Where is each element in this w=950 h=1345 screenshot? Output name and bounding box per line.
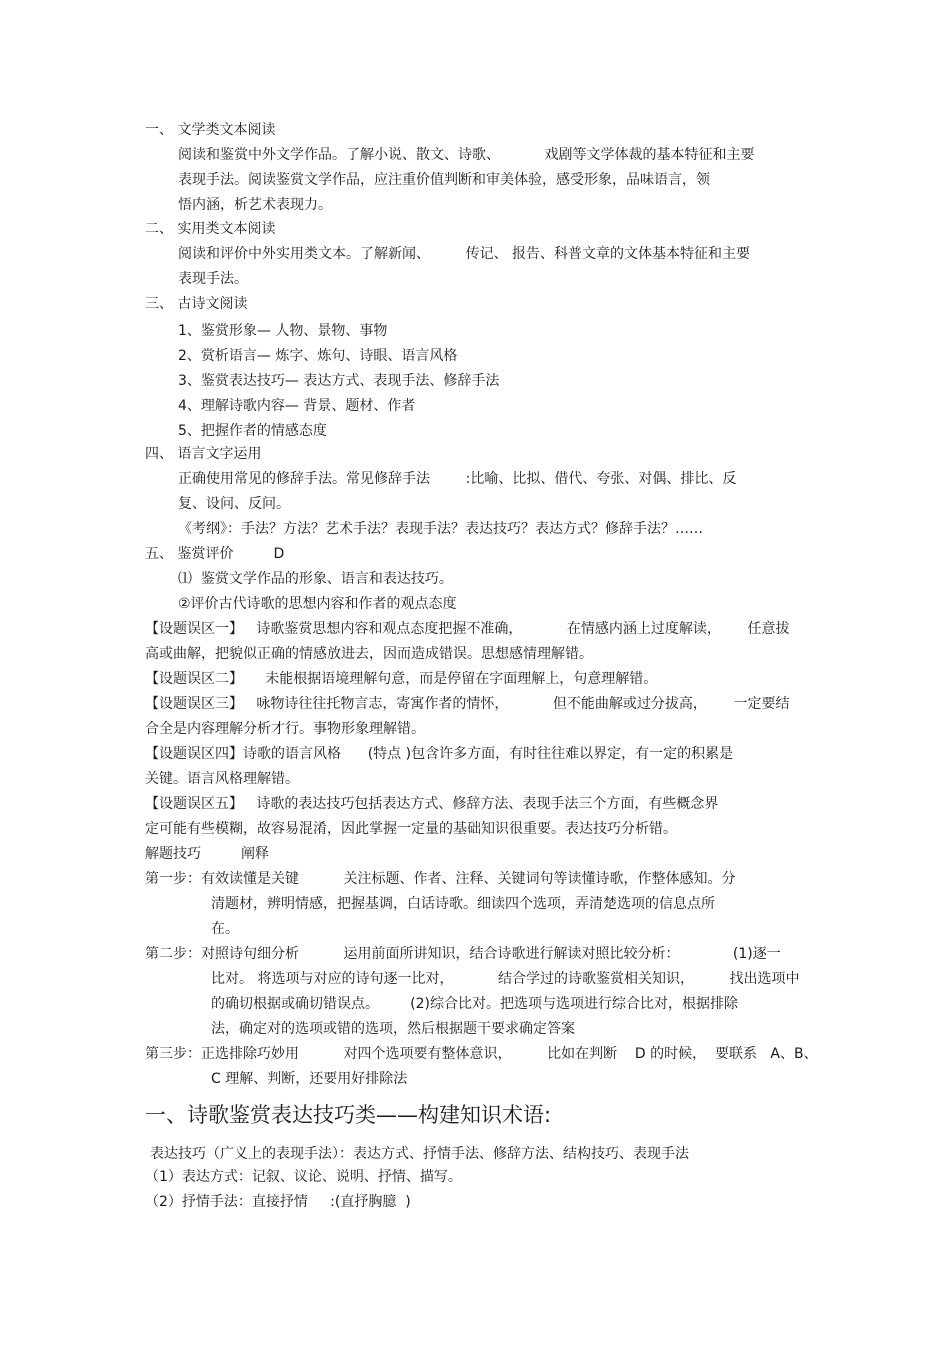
section-1-title: 一、 文学类文本阅读 xyxy=(145,122,276,138)
trap-2-line-1: 【设题误区二】 未能根据语境理解句意，而是停留在字面理解上，句意理解错。 xyxy=(145,671,658,687)
list-item: 1、鉴赏形象— 人物、景物、事物 xyxy=(178,323,388,339)
terms-line-3: （2）抒情手法：直接抒情 :(直抒胸臆 ) xyxy=(145,1194,411,1210)
section-5-line-2: ②评价古代诗歌的思想内容和作者的观点态度 xyxy=(178,596,457,612)
method-title: 解题技巧 阐释 xyxy=(145,846,270,862)
section-3-title: 三、 古诗文阅读 xyxy=(145,296,248,312)
section-4-line-3: 《考纲》：手法？方法？艺术手法？表现手法？表达技巧？表达方式？修辞手法？…… xyxy=(178,521,703,537)
step-2-line-3: 的确切根据或确切错误点。 (2)综合比对。把选项与选项进行综合比对，根据排除 xyxy=(211,996,738,1012)
step-1-line-2: 清题材，辨明情感，把握基调，白话诗歌。细读四个选项，弄清楚选项的信息点所 xyxy=(211,896,715,912)
step-3-line-2: C 理解、判断，还要用好排除法 xyxy=(211,1071,408,1087)
step-2-line-1: 第二步：对照诗句细分析 运用前面所讲知识，结合诗歌进行解读对照比较分析： (1)逐一 xyxy=(145,946,781,962)
trap-4-line-1: 【设题误区四】诗歌的语言风格 (特点 )包含许多方面，有时往往难以界定，有一定的积累是 xyxy=(145,746,734,762)
terms-line-1: 表达技巧（广义上的表现手法）：表达方式、抒情手法、修辞方法、结构技巧、表现手法 xyxy=(150,1146,689,1162)
section-5-line-1: ⑴ 鉴赏文学作品的形象、语言和表达技巧。 xyxy=(178,571,453,587)
list-item: 5、把握作者的情感态度 xyxy=(178,423,327,439)
step-3-line-1: 第三步：正选排除巧妙用 对四个选项要有整体意识， 比如在判断 D 的时候， 要联系 A、B、 xyxy=(145,1046,818,1062)
section-4-title: 四、 语言文字运用 xyxy=(145,446,262,462)
trap-4-line-2: 关键。语言风格理解错。 xyxy=(145,771,299,787)
trap-5-line-1: 【设题误区五】 诗歌的表达技巧包括表达方式、修辞方法、表现手法三个方面，有些概念界 xyxy=(145,796,719,812)
section-2-line-2: 表现手法。 xyxy=(178,271,248,287)
trap-5-line-2: 定可能有些模糊，故容易混淆，因此掌握一定量的基础知识很重要。表达技巧分析错。 xyxy=(145,821,677,837)
step-2-line-2: 比对。 将选项与对应的诗句逐一比对， 结合学过的诗歌鉴赏相关知识， 找出选项中 xyxy=(211,971,800,987)
section-4-line-1: 正确使用常见的修辞手法。常见修辞手法 :比喻、比拟、借代、夸张、对偶、排比、反 xyxy=(178,471,737,487)
step-1-line-1: 第一步：有效读懂是关键 关注标题、作者、注释、关键词句等读懂诗歌，作整体感知。分 xyxy=(145,871,736,887)
step-2-line-4: 法，确定对的选项或错的选项，然后根据题干要求确定答案 xyxy=(211,1021,575,1037)
list-item: 3、鉴赏表达技巧— 表达方式、表现手法、修辞手法 xyxy=(178,373,500,389)
section-4-line-2: 复、设问、反问。 xyxy=(178,496,290,512)
section-2-title: 二、 实用类文本阅读 xyxy=(145,221,276,237)
list-item: 4、理解诗歌内容— 背景、题材、作者 xyxy=(178,398,416,414)
list-item: 2、赏析语言— 炼字、炼句、诗眼、语言风格 xyxy=(178,348,458,364)
trap-3-line-1: 【设题误区三】 咏物诗往往托物言志，寄寓作者的情怀， 但不能曲解或过分拔高， 一定要结 xyxy=(145,696,790,712)
trap-3-line-2: 合全是内容理解分析才行。事物形象理解错。 xyxy=(145,721,425,737)
poetry-techniques-heading: 一、诗歌鉴赏表达技巧类——构建知识术语: xyxy=(145,1103,552,1127)
section-1-line-1: 阅读和鉴赏中外文学作品。了解小说、散文、诗歌、 戏剧等文学体裁的基本特征和主要 xyxy=(178,147,755,163)
section-1-line-3: 悟内涵，析艺术表现力。 xyxy=(178,197,332,213)
step-1-line-3: 在。 xyxy=(211,921,239,937)
trap-1-line-1: 【设题误区一】 诗歌鉴赏思想内容和观点态度把握不准确， 在情感内涵上过度解读， 任意拔 xyxy=(145,621,790,637)
section-5-title: 五、 鉴赏评价 D xyxy=(145,546,285,562)
trap-1-line-2: 高或曲解，把貌似正确的情感放进去，因而造成错误。思想感情理解错。 xyxy=(145,646,593,662)
section-2-line-1: 阅读和评价中外实用类文本。了解新闻、 传记、 报告、科普文章的文体基本特征和主要 xyxy=(178,246,751,262)
section-1-line-2: 表现手法。阅读鉴赏文学作品，应注重价值判断和审美体验，感受形象，品味语言，领 xyxy=(178,172,710,188)
terms-line-2: （1）表达方式：记叙、议论、说明、抒情、描写。 xyxy=(145,1169,462,1185)
